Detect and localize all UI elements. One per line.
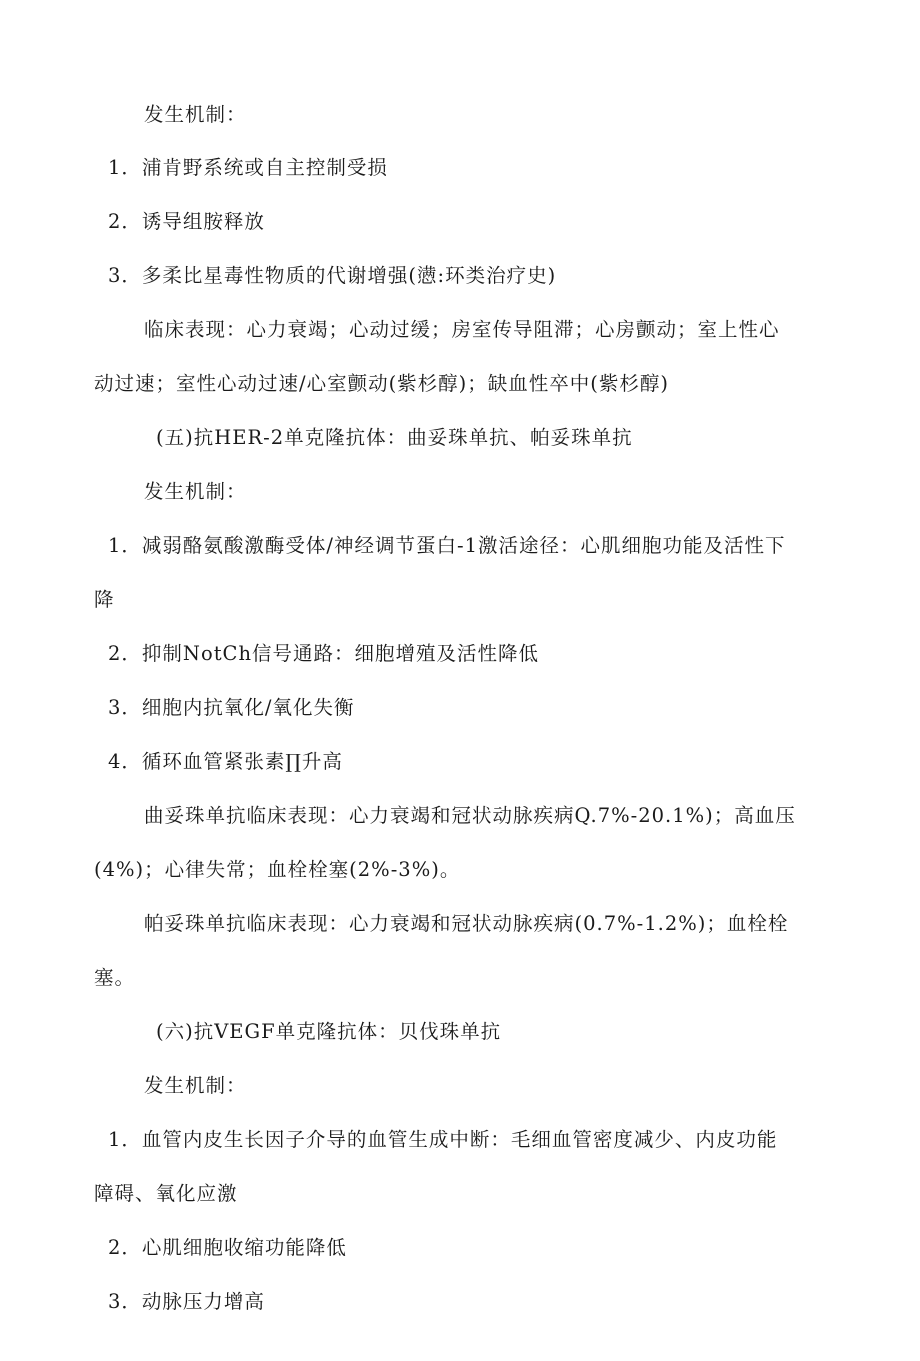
list-item: 2．诱导组胺释放 [108, 210, 265, 233]
section-heading: (五)抗HER-2单克隆抗体：曲妥珠单抗、帕妥珠单抗 [156, 426, 633, 449]
clinical-paragraph-continued: 动过速；室性心动过速/心室颤动(紫杉醇)；缺血性卒中(紫杉醇) [94, 372, 670, 395]
list-item: 2．抑制NotCh信号通路：细胞增殖及活性降低 [108, 642, 540, 665]
clinical-paragraph-continued: 塞。 [94, 966, 136, 989]
list-item: 1．血管内皮生长因子介导的血管生成中断：毛细血管密度减少、内皮功能 [108, 1128, 778, 1151]
mechanism-heading: 发生机制： [144, 480, 247, 503]
clinical-paragraph: 帕妥珠单抗临床表现：心力衰竭和冠状动脉疾病(0.7%-1.2%)；血栓栓 [144, 912, 789, 935]
list-item: 1．浦肯野系统或自主控制受损 [108, 156, 388, 179]
mechanism-heading: 发生机制： [144, 103, 247, 126]
mechanism-heading: 发生机制： [144, 1074, 247, 1097]
clinical-paragraph: 临床表现：心力衰竭；心动过缓；房室传导阻滞；心房颤动；室上性心 [144, 318, 780, 341]
list-item-continued: 降 [94, 588, 115, 611]
list-item: 3．动脉压力增高 [108, 1290, 265, 1313]
list-item: 4．循环血管紧张素∏升高 [108, 750, 343, 773]
list-item: 3．多柔比星毒性物质的代谢增强(懑:环类治疗史) [108, 264, 557, 287]
list-item: 2．心肌细胞收缩功能降低 [108, 1236, 347, 1259]
clinical-paragraph-continued: (4%)；心律失常；血栓栓塞(2%-3%)。 [94, 858, 461, 881]
list-item: 1．减弱酪氨酸激酶受体/神经调节蛋白-1激活途径：心肌细胞功能及活性下 [108, 534, 786, 557]
list-item-continued: 障碍、氧化应激 [94, 1182, 238, 1205]
list-item: 3．细胞内抗氧化/氧化失衡 [108, 696, 355, 719]
clinical-paragraph: 曲妥珠单抗临床表现：心力衰竭和冠状动脉疾病Q.7%-20.1%)；高血压 [144, 804, 796, 827]
section-heading: (六)抗VEGF单克隆抗体：贝伐珠单抗 [156, 1020, 502, 1043]
